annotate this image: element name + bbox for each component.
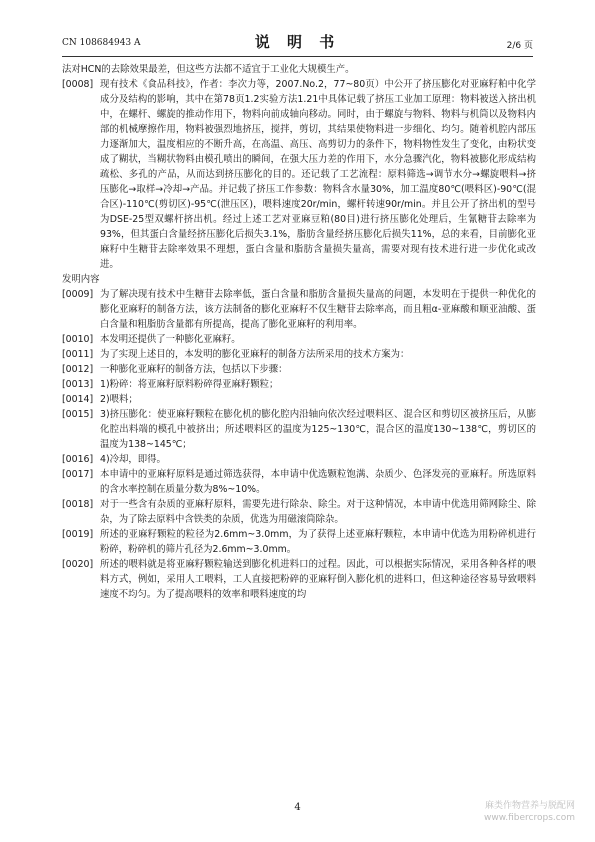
paragraph-text: 对于一些含有杂质的亚麻籽原料，需要先进行除杂、除尘。对于这种情况，本申请中优选用筛网除尘、除杂，为了除去原料中含铁类的杂质，优选为用磁滚筒除杂。 xyxy=(100,499,536,525)
paragraph-text: 本申请中的亚麻籽原料是通过筛选获得，本申请中优选颗粒饱满、杂质少、色泽发亮的亚麻籽。所选原料的含水率控制在质量分数为8%~10%。 xyxy=(100,469,536,495)
paragraph-number: [0018] xyxy=(62,499,94,510)
paragraph-number: [0013] xyxy=(62,379,94,390)
paragraph-number: [0017] xyxy=(62,469,94,480)
paragraph-text: 为了解决现有技术中生糖苷去除率低，蛋白含量和脂肪含量损失量高的问题，本发明在于提供一种优化的膨化亚麻籽的制备方法，该方法制备的膨化亚麻籽不仅生糖苷去除率高，而且粗α-亚麻酸和顺亚油酸、蛋白含量和粗脂肪含量都有所提高，提高了膨化亚麻籽的利用率。 xyxy=(100,289,536,330)
document-body xyxy=(62,62,536,602)
paragraph-text: 2)喂料； xyxy=(100,394,138,405)
publication-number: CN 108684943 A xyxy=(62,38,141,48)
paragraph-text: 4)冷却，即得。 xyxy=(100,454,166,465)
paragraph xyxy=(62,332,536,347)
paragraph-text: 本发明还提供了一种膨化亚麻籽。 xyxy=(100,334,241,345)
paragraph-number: [0016] xyxy=(62,454,94,465)
paragraph xyxy=(62,407,536,452)
paragraph-number: [0011] xyxy=(62,349,94,360)
paragraph-text: 1)粉碎：将亚麻籽原料粉碎得亚麻籽颗粒； xyxy=(100,379,279,390)
paragraph xyxy=(62,377,536,392)
paragraph-number: [0015] xyxy=(62,409,94,420)
paragraph-number: [0010] xyxy=(62,334,94,345)
paragraph-number: [0012] xyxy=(62,364,94,375)
paragraph-number: [0014] xyxy=(62,394,94,405)
paragraph xyxy=(62,392,536,407)
document-title: 说 明 书 xyxy=(254,33,341,51)
header-rule xyxy=(62,56,533,57)
watermark-line-2: www.fibercrops.com xyxy=(484,813,575,823)
paragraph-group-background xyxy=(62,77,536,272)
section-title: 发明内容 xyxy=(62,274,100,285)
watermark-line-1: 麻类作物营养与脱配网 xyxy=(484,801,575,811)
paragraph xyxy=(62,467,536,497)
paragraph-number: [0009] xyxy=(62,289,94,300)
paragraph-text: 一种膨化亚麻籽的制备方法，包括以下步骤： xyxy=(100,364,288,375)
paragraph xyxy=(62,452,536,467)
page-header xyxy=(62,31,533,53)
paragraph xyxy=(62,497,536,527)
paragraph xyxy=(62,362,536,377)
paragraph-text: 为了实现上述目的，本发明的膨化亚麻籽的制备方法所采用的技术方案为： xyxy=(100,349,410,360)
paragraph xyxy=(62,77,536,272)
paragraph xyxy=(62,557,536,602)
paragraph-text: 3)挤压膨化：使亚麻籽颗粒在膨化机的膨化腔内沿轴向依次经过喂料区、混合区和剪切区被挤压后，从膨化腔出料端的模孔中被挤出；所述喂料区的温度为125~130℃，混合区的温度130~138℃，剪切区的温度为138~145℃； xyxy=(100,409,536,450)
paragraph-text: 所述的喂料就是将亚麻籽颗粒输送到膨化机进料口的过程。因此，可以根据实际情况，采用各种各样的喂料方式，例如，采用人工喂料，工人直接把粉碎的亚麻籽倒入膨化机的进料口，但这种途径容易导致喂料速度不均匀。为了提高喂料的效率和喂料速度的均 xyxy=(100,559,536,600)
page-index: 2/6 页 xyxy=(506,41,533,51)
paragraph-text: 现有技术《食品科技》，作者：李次力等，2007.No.2，77~80页）中公开了挤压膨化对亚麻籽粕中化学成分及结构的影响，其中在第78页1.2实验方法1.21中具体记载了挤压工业加工原理：物料被送入挤出机中，在螺杆、螺旋的推动作用下，物料向前成轴向移动。同时，由于螺旋与物料、物料与机筒以及物料内部的机械摩擦作用，物料被强烈地挤压，搅拌，剪切，其结果使物料进一步细化、均匀。随着机腔内部压力逐渐加大，温度相应的不断升高，在高温、高压、高剪切力的条件下，物料物性发生了变化，由粉状变成了糊状，当糊状物料由模孔喷出的瞬间，在强大压力差的作用下，水分急骤汽化，物料被膨化形成结构疏松、多孔的产品，从而达到挤压膨化的目的。还记载了工艺流程：原料筛选→调节水分→螺旋喂料→挤压膨化→取样→冷却→产品。并记载了挤压工作参数：物料含水量30%，加工温度80℃(喂料区)-90℃(混合区)-110℃(剪切区)-95℃(泄压区)，喂料速度20r/min，螺杆转速90r/min。并且公开了挤出机的型号为DSE-25型双螺杆挤出机。经过上述工艺对亚麻豆粕(80目)进行挤压膨化处理后，生氰糖苷去除率为93%，但其蛋白含量经挤压膨化后损失3.1%，脂肪含量经挤压膨化后损失11%，总的来看，目前膨化亚麻籽中生糖苷去除率效果不理想，蛋白含量和脂肪含量损失量高，需要对现有技术进行进一步优化或改进。 xyxy=(100,79,536,270)
paragraph-number: [0020] xyxy=(62,559,94,570)
paragraph-text: 所述的亚麻籽颗粒的粒径为2.6mm~3.0mm，为了获得上述亚麻籽颗粒，本申请中优选为用粉碎机进行粉碎，粉碎机的筛片孔径为2.6mm~3.0mm。 xyxy=(100,529,536,555)
paragraph-group-summary xyxy=(62,287,536,602)
paragraph xyxy=(62,287,536,332)
paragraph xyxy=(62,527,536,557)
paragraph xyxy=(62,347,536,362)
paragraph-number: [0019] xyxy=(62,529,94,540)
paragraph-number: [0008] xyxy=(62,79,94,90)
site-watermark xyxy=(484,800,575,824)
intro-line: 法对HCN的去除效果最差，但这些方法都不适宜于工业化大规模生产。 xyxy=(62,64,355,75)
page-number: 4 xyxy=(294,802,301,813)
